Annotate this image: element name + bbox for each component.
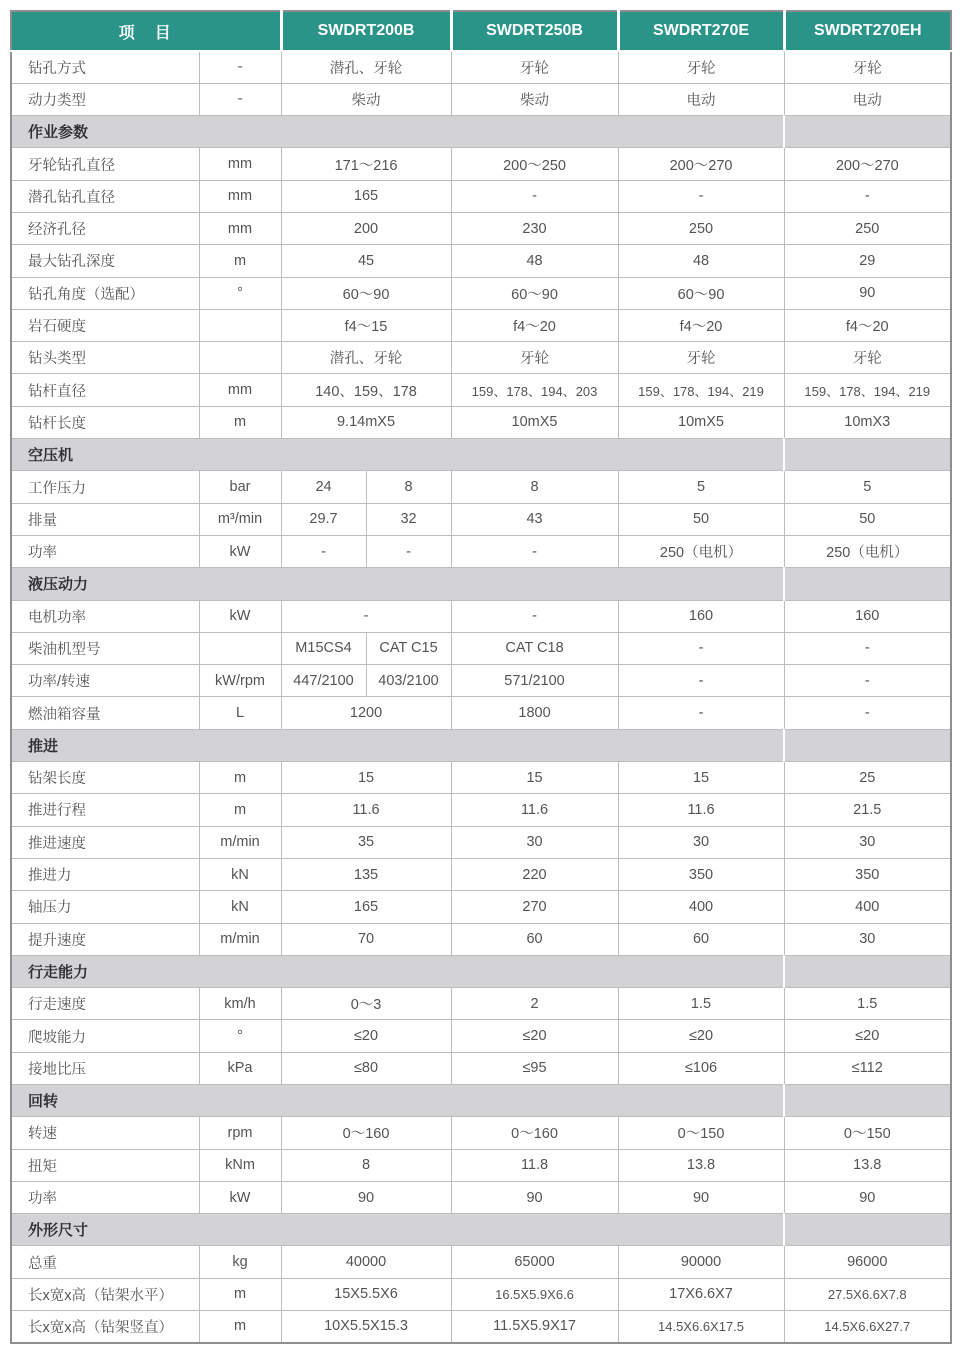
row-value: f4～20	[618, 309, 784, 341]
row-label: 推进力	[11, 858, 199, 890]
row-value: 11.6	[451, 794, 618, 826]
section-label: 作业参数	[11, 116, 784, 148]
row-value: 45	[281, 245, 451, 277]
row-value: -	[618, 697, 784, 729]
section-row	[11, 1085, 951, 1117]
row-label: 总重	[11, 1246, 199, 1278]
row-value: 1800	[451, 697, 618, 729]
row-value: 30	[784, 826, 951, 858]
row-value: 24	[281, 471, 366, 503]
row-unit: kW/rpm	[199, 665, 281, 697]
row-value: 159、178、194、219	[618, 374, 784, 406]
row-value: 16.5X5.9X6.6	[451, 1278, 618, 1310]
row-value: 43	[451, 503, 618, 535]
table-row	[11, 923, 951, 955]
row-value: 柴动	[451, 83, 618, 115]
row-value: ≤80	[281, 1052, 451, 1084]
row-unit: m/min	[199, 826, 281, 858]
row-label: 动力类型	[11, 83, 199, 115]
row-value: ≤95	[451, 1052, 618, 1084]
row-label: 功率/转速	[11, 665, 199, 697]
row-value: -	[451, 535, 618, 567]
table-row	[11, 1311, 951, 1343]
row-value: 14.5X6.6X17.5	[618, 1311, 784, 1343]
row-value: f4～15	[281, 309, 451, 341]
row-value: CAT C15	[366, 632, 451, 664]
table-row	[11, 794, 951, 826]
row-value: 350	[784, 858, 951, 890]
section-row	[11, 568, 951, 600]
row-value: 270	[451, 891, 618, 923]
row-value: 48	[618, 245, 784, 277]
row-value: 171～216	[281, 148, 451, 180]
row-value: 牙轮	[618, 342, 784, 374]
header-model-swdrt270e: SWDRT270E	[618, 11, 784, 51]
row-value: 250（电机）	[618, 535, 784, 567]
table-row	[11, 471, 951, 503]
row-unit: kW	[199, 600, 281, 632]
row-unit: kg	[199, 1246, 281, 1278]
row-value: -	[281, 600, 451, 632]
row-value: 8	[281, 1149, 451, 1181]
row-value: 165	[281, 180, 451, 212]
section-row	[11, 439, 951, 471]
row-value: 50	[784, 503, 951, 535]
row-value: 160	[784, 600, 951, 632]
row-label: 接地比压	[11, 1052, 199, 1084]
row-label: 轴压力	[11, 891, 199, 923]
table-row	[11, 1052, 951, 1084]
table-row	[11, 1117, 951, 1149]
row-value: 5	[784, 471, 951, 503]
row-value: 0～150	[784, 1117, 951, 1149]
row-value: 250（电机）	[784, 535, 951, 567]
row-value: 140、159、178	[281, 374, 451, 406]
row-value: 400	[618, 891, 784, 923]
row-label: 功率	[11, 535, 199, 567]
row-label: 钻孔角度（选配）	[11, 277, 199, 309]
row-value: 14.5X6.6X27.7	[784, 1311, 951, 1343]
row-unit: kPa	[199, 1052, 281, 1084]
row-value: 15	[281, 762, 451, 794]
row-unit: mm	[199, 180, 281, 212]
row-value: f4～20	[784, 309, 951, 341]
row-value: 13.8	[784, 1149, 951, 1181]
row-label: 排量	[11, 503, 199, 535]
row-value: 10mX5	[451, 406, 618, 438]
row-label: 经济孔径	[11, 212, 199, 244]
row-value: 48	[451, 245, 618, 277]
row-value: 27.5X6.6X7.8	[784, 1278, 951, 1310]
section-tail	[784, 955, 951, 987]
row-value: 159、178、194、203	[451, 374, 618, 406]
row-value: 90	[451, 1181, 618, 1213]
row-value: 潜孔、牙轮	[281, 342, 451, 374]
row-value: 200～270	[618, 148, 784, 180]
section-label: 行走能力	[11, 955, 784, 987]
row-value: 90000	[618, 1246, 784, 1278]
table-row	[11, 826, 951, 858]
row-value: M15CS4	[281, 632, 366, 664]
row-value: 250	[784, 212, 951, 244]
row-value: 90	[784, 277, 951, 309]
section-label: 回转	[11, 1085, 784, 1117]
row-value: 1200	[281, 697, 451, 729]
row-value: -	[281, 535, 366, 567]
spec-table	[10, 10, 952, 1344]
table-row	[11, 1246, 951, 1278]
header-model-swdrt250b: SWDRT250B	[451, 11, 618, 51]
row-value: 90	[618, 1181, 784, 1213]
row-value: 11.8	[451, 1149, 618, 1181]
row-value: 11.6	[281, 794, 451, 826]
row-unit: -	[199, 51, 281, 83]
row-value: 0～160	[281, 1117, 451, 1149]
row-unit: mm	[199, 374, 281, 406]
table-row	[11, 600, 951, 632]
row-unit: mm	[199, 212, 281, 244]
row-unit: m	[199, 1278, 281, 1310]
row-label: 行走速度	[11, 988, 199, 1020]
table-row	[11, 891, 951, 923]
row-value: 200	[281, 212, 451, 244]
row-value: 8	[451, 471, 618, 503]
row-unit: mm	[199, 148, 281, 180]
row-value: f4～20	[451, 309, 618, 341]
row-value: 25	[784, 762, 951, 794]
table-row	[11, 277, 951, 309]
row-value: 15	[618, 762, 784, 794]
row-value: 200～270	[784, 148, 951, 180]
row-label: 钻头类型	[11, 342, 199, 374]
table-row	[11, 83, 951, 115]
row-value: 135	[281, 858, 451, 890]
row-unit	[199, 309, 281, 341]
row-value: 60	[618, 923, 784, 955]
row-value: ≤106	[618, 1052, 784, 1084]
row-value: 1.5	[618, 988, 784, 1020]
row-value: -	[784, 665, 951, 697]
row-value: ≤20	[281, 1020, 451, 1052]
row-value: 403/2100	[366, 665, 451, 697]
row-value: 11.5X5.9X17	[451, 1311, 618, 1343]
row-value: 21.5	[784, 794, 951, 826]
row-value: 17X6.6X7	[618, 1278, 784, 1310]
table-row	[11, 374, 951, 406]
row-value: 165	[281, 891, 451, 923]
row-unit: kNm	[199, 1149, 281, 1181]
row-unit: L	[199, 697, 281, 729]
table-row	[11, 309, 951, 341]
row-value: 15	[451, 762, 618, 794]
row-label: 扭矩	[11, 1149, 199, 1181]
table-row	[11, 762, 951, 794]
row-value: -	[451, 600, 618, 632]
row-label: 潜孔钻孔直径	[11, 180, 199, 212]
row-unit: -	[199, 83, 281, 115]
table-row	[11, 1149, 951, 1181]
row-value: -	[784, 180, 951, 212]
row-value: 90	[784, 1181, 951, 1213]
row-value: 13.8	[618, 1149, 784, 1181]
row-value: ≤112	[784, 1052, 951, 1084]
row-label: 钻杆直径	[11, 374, 199, 406]
row-value: 40000	[281, 1246, 451, 1278]
row-label: 长x宽x高（钻架竖直）	[11, 1311, 199, 1343]
row-value: ≤20	[784, 1020, 951, 1052]
row-value: 571/2100	[451, 665, 618, 697]
row-value: 30	[784, 923, 951, 955]
row-value: 10mX5	[618, 406, 784, 438]
row-label: 钻杆长度	[11, 406, 199, 438]
section-label: 空压机	[11, 439, 784, 471]
row-label: 岩石硬度	[11, 309, 199, 341]
row-value: 220	[451, 858, 618, 890]
section-tail	[784, 1085, 951, 1117]
row-label: 转速	[11, 1117, 199, 1149]
table-row	[11, 212, 951, 244]
row-unit: °	[199, 277, 281, 309]
row-value: -	[618, 180, 784, 212]
row-value: ≤20	[618, 1020, 784, 1052]
row-value: 60～90	[451, 277, 618, 309]
row-value: 电动	[618, 83, 784, 115]
row-unit: °	[199, 1020, 281, 1052]
row-unit: rpm	[199, 1117, 281, 1149]
header-model-swdrt270eh: SWDRT270EH	[784, 11, 951, 51]
table-row	[11, 697, 951, 729]
table-row	[11, 51, 951, 83]
table-row	[11, 665, 951, 697]
row-unit: m/min	[199, 923, 281, 955]
header-item-label: 项 目	[11, 11, 281, 51]
row-label: 燃油箱容量	[11, 697, 199, 729]
row-value: 0～3	[281, 988, 451, 1020]
row-value: 0～150	[618, 1117, 784, 1149]
row-value: 1.5	[784, 988, 951, 1020]
row-value: -	[618, 665, 784, 697]
row-value: 牙轮	[784, 342, 951, 374]
row-label: 工作压力	[11, 471, 199, 503]
row-value: 30	[451, 826, 618, 858]
row-label: 钻架长度	[11, 762, 199, 794]
row-value: 350	[618, 858, 784, 890]
row-label: 推进速度	[11, 826, 199, 858]
row-value: 70	[281, 923, 451, 955]
row-value: 447/2100	[281, 665, 366, 697]
table-row	[11, 535, 951, 567]
table-row	[11, 406, 951, 438]
section-tail	[784, 116, 951, 148]
section-tail	[784, 729, 951, 761]
row-value: 电动	[784, 83, 951, 115]
row-value: 10mX3	[784, 406, 951, 438]
section-row	[11, 955, 951, 987]
row-unit: bar	[199, 471, 281, 503]
row-value: 35	[281, 826, 451, 858]
row-value: -	[784, 697, 951, 729]
table-row	[11, 503, 951, 535]
row-label: 钻孔方式	[11, 51, 199, 83]
row-value: 50	[618, 503, 784, 535]
row-unit: kN	[199, 858, 281, 890]
row-unit	[199, 632, 281, 664]
row-value: 15X5.5X6	[281, 1278, 451, 1310]
table-row	[11, 858, 951, 890]
row-value: 2	[451, 988, 618, 1020]
row-value: 96000	[784, 1246, 951, 1278]
row-value: 牙轮	[618, 51, 784, 83]
header-row	[11, 11, 951, 51]
row-unit: kW	[199, 1181, 281, 1213]
section-label: 外形尺寸	[11, 1214, 784, 1246]
row-value: -	[784, 632, 951, 664]
row-value: 29	[784, 245, 951, 277]
table-row	[11, 1181, 951, 1213]
section-row	[11, 729, 951, 761]
row-value: 0～160	[451, 1117, 618, 1149]
row-value: 160	[618, 600, 784, 632]
row-value: 5	[618, 471, 784, 503]
row-unit: km/h	[199, 988, 281, 1020]
row-label: 最大钻孔深度	[11, 245, 199, 277]
section-row	[11, 1214, 951, 1246]
row-label: 爬坡能力	[11, 1020, 199, 1052]
table-row	[11, 180, 951, 212]
row-unit: m	[199, 762, 281, 794]
table-row	[11, 148, 951, 180]
table-row	[11, 1278, 951, 1310]
section-tail	[784, 439, 951, 471]
row-value: 250	[618, 212, 784, 244]
row-value: -	[451, 180, 618, 212]
row-value: 60～90	[281, 277, 451, 309]
row-value: 30	[618, 826, 784, 858]
header-model-swdrt200b: SWDRT200B	[281, 11, 451, 51]
section-label: 液压动力	[11, 568, 784, 600]
row-value: 200～250	[451, 148, 618, 180]
row-value: 10X5.5X15.3	[281, 1311, 451, 1343]
table-row	[11, 988, 951, 1020]
row-value: 65000	[451, 1246, 618, 1278]
row-label: 长x宽x高（钻架水平）	[11, 1278, 199, 1310]
table-row	[11, 1020, 951, 1052]
row-value: 潜孔、牙轮	[281, 51, 451, 83]
row-label: 牙轮钻孔直径	[11, 148, 199, 180]
row-value: CAT C18	[451, 632, 618, 664]
spec-table-body	[11, 51, 951, 1343]
row-unit	[199, 342, 281, 374]
row-value: 29.7	[281, 503, 366, 535]
section-tail	[784, 568, 951, 600]
row-label: 电机功率	[11, 600, 199, 632]
row-value: 11.6	[618, 794, 784, 826]
row-unit: kW	[199, 535, 281, 567]
section-label: 推进	[11, 729, 784, 761]
row-label: 推进行程	[11, 794, 199, 826]
row-value: 8	[366, 471, 451, 503]
row-value: 60～90	[618, 277, 784, 309]
row-unit: kN	[199, 891, 281, 923]
row-value: -	[366, 535, 451, 567]
row-value: 牙轮	[451, 51, 618, 83]
row-label: 柴油机型号	[11, 632, 199, 664]
row-unit: m	[199, 406, 281, 438]
row-value: 230	[451, 212, 618, 244]
table-row	[11, 245, 951, 277]
row-unit: m³/min	[199, 503, 281, 535]
row-value: 牙轮	[451, 342, 618, 374]
row-value: 400	[784, 891, 951, 923]
row-unit: m	[199, 245, 281, 277]
section-row	[11, 116, 951, 148]
row-value: 柴动	[281, 83, 451, 115]
table-row	[11, 632, 951, 664]
row-unit: m	[199, 794, 281, 826]
row-value: 32	[366, 503, 451, 535]
row-value: ≤20	[451, 1020, 618, 1052]
row-value: 159、178、194、219	[784, 374, 951, 406]
row-value: 牙轮	[784, 51, 951, 83]
row-value: -	[618, 632, 784, 664]
section-tail	[784, 1214, 951, 1246]
row-label: 提升速度	[11, 923, 199, 955]
table-row	[11, 342, 951, 374]
row-unit: m	[199, 1311, 281, 1343]
row-value: 9.14mX5	[281, 406, 451, 438]
row-value: 60	[451, 923, 618, 955]
row-value: 90	[281, 1181, 451, 1213]
row-label: 功率	[11, 1181, 199, 1213]
